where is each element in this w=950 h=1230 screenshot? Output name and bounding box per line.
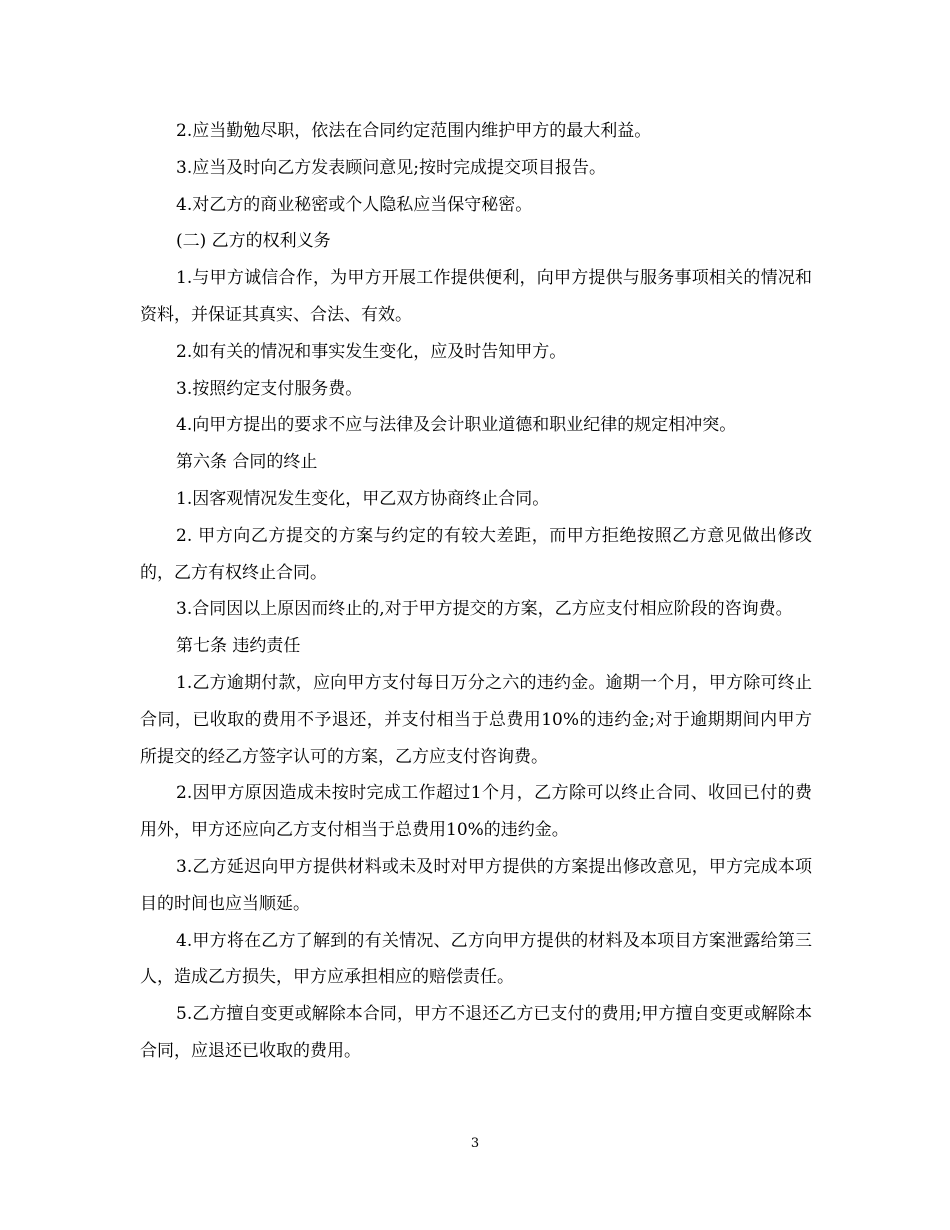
paragraph: 2.应当勤勉尽职，依法在合同约定范围内维护甲方的最大利益。 <box>176 121 652 141</box>
paragraph: 3.乙方延迟向甲方提供材料或未及时对甲方提供的方案提出修改意见，甲方完成本项目的时间也应当顺延。 <box>140 856 812 914</box>
paragraph: 3.应当及时向乙方发表顾问意见;按时完成提交项目报告。 <box>176 157 606 178</box>
article-heading: 第七条 违约责任 <box>176 636 301 657</box>
paragraph: 3.按照约定支付服务费。 <box>176 378 363 399</box>
document-body <box>140 113 812 1070</box>
paragraph: 1.因客观情况发生变化，甲乙双方协商终止合同。 <box>176 488 550 509</box>
paragraph: 2. 甲方向乙方提交的方案与约定的有较大差距，而甲方拒绝按照乙方意见做出修改的，乙方有权终止合同。 <box>140 525 812 583</box>
paragraph: 4.甲方将在乙方了解到的有关情况、乙方向甲方提供的材料及本项目方案泄露给第三人，造成乙方损失，甲方应承担相应的赔偿责任。 <box>140 930 812 988</box>
paragraph: 2.因甲方原因造成未按时完成工作超过1个月，乙方除可以终止合同、收回已付的费用外，甲方还应向乙方支付相当于总费用10%的违约金。 <box>140 783 812 841</box>
section-heading: (二) 乙方的权利义务 <box>176 231 331 252</box>
paragraph: 2.如有关的情况和事实发生变化，应及时告知甲方。 <box>176 341 567 362</box>
paragraph: 3.合同因以上原因而终止的,对于甲方提交的方案，乙方应支付相应阶段的咨询费。 <box>176 599 793 620</box>
page-number: 3 <box>470 1136 480 1151</box>
paragraph: 1.与甲方诚信合作，为甲方开展工作提供便利，向甲方提供与服务事项相关的情况和资料，并保证其真实、合法、有效。 <box>140 268 812 325</box>
paragraph: 4.对乙方的商业秘密或个人隐私应当保守秘密。 <box>176 194 533 215</box>
paragraph: 5.乙方擅自变更或解除本合同，甲方不退还乙方已支付的费用;甲方擅自变更或解除本合同，应退还已收取的费用。 <box>140 1004 812 1061</box>
paragraph: 1.乙方逾期付款，应向甲方支付每日万分之六的违约金。逾期一个月，甲方除可终止合同，已收取的费用不予退还，并支付相当于总费用10%的违约金;对于逾期期间内甲方所提交的经乙方签字认可的方案，乙方应支付咨询费。 <box>140 672 812 767</box>
paragraph: 4.向甲方提出的要求不应与法律及会计职业道德和职业纪律的规定相冲突。 <box>176 415 737 436</box>
article-heading: 第六条 合同的终止 <box>176 452 318 473</box>
